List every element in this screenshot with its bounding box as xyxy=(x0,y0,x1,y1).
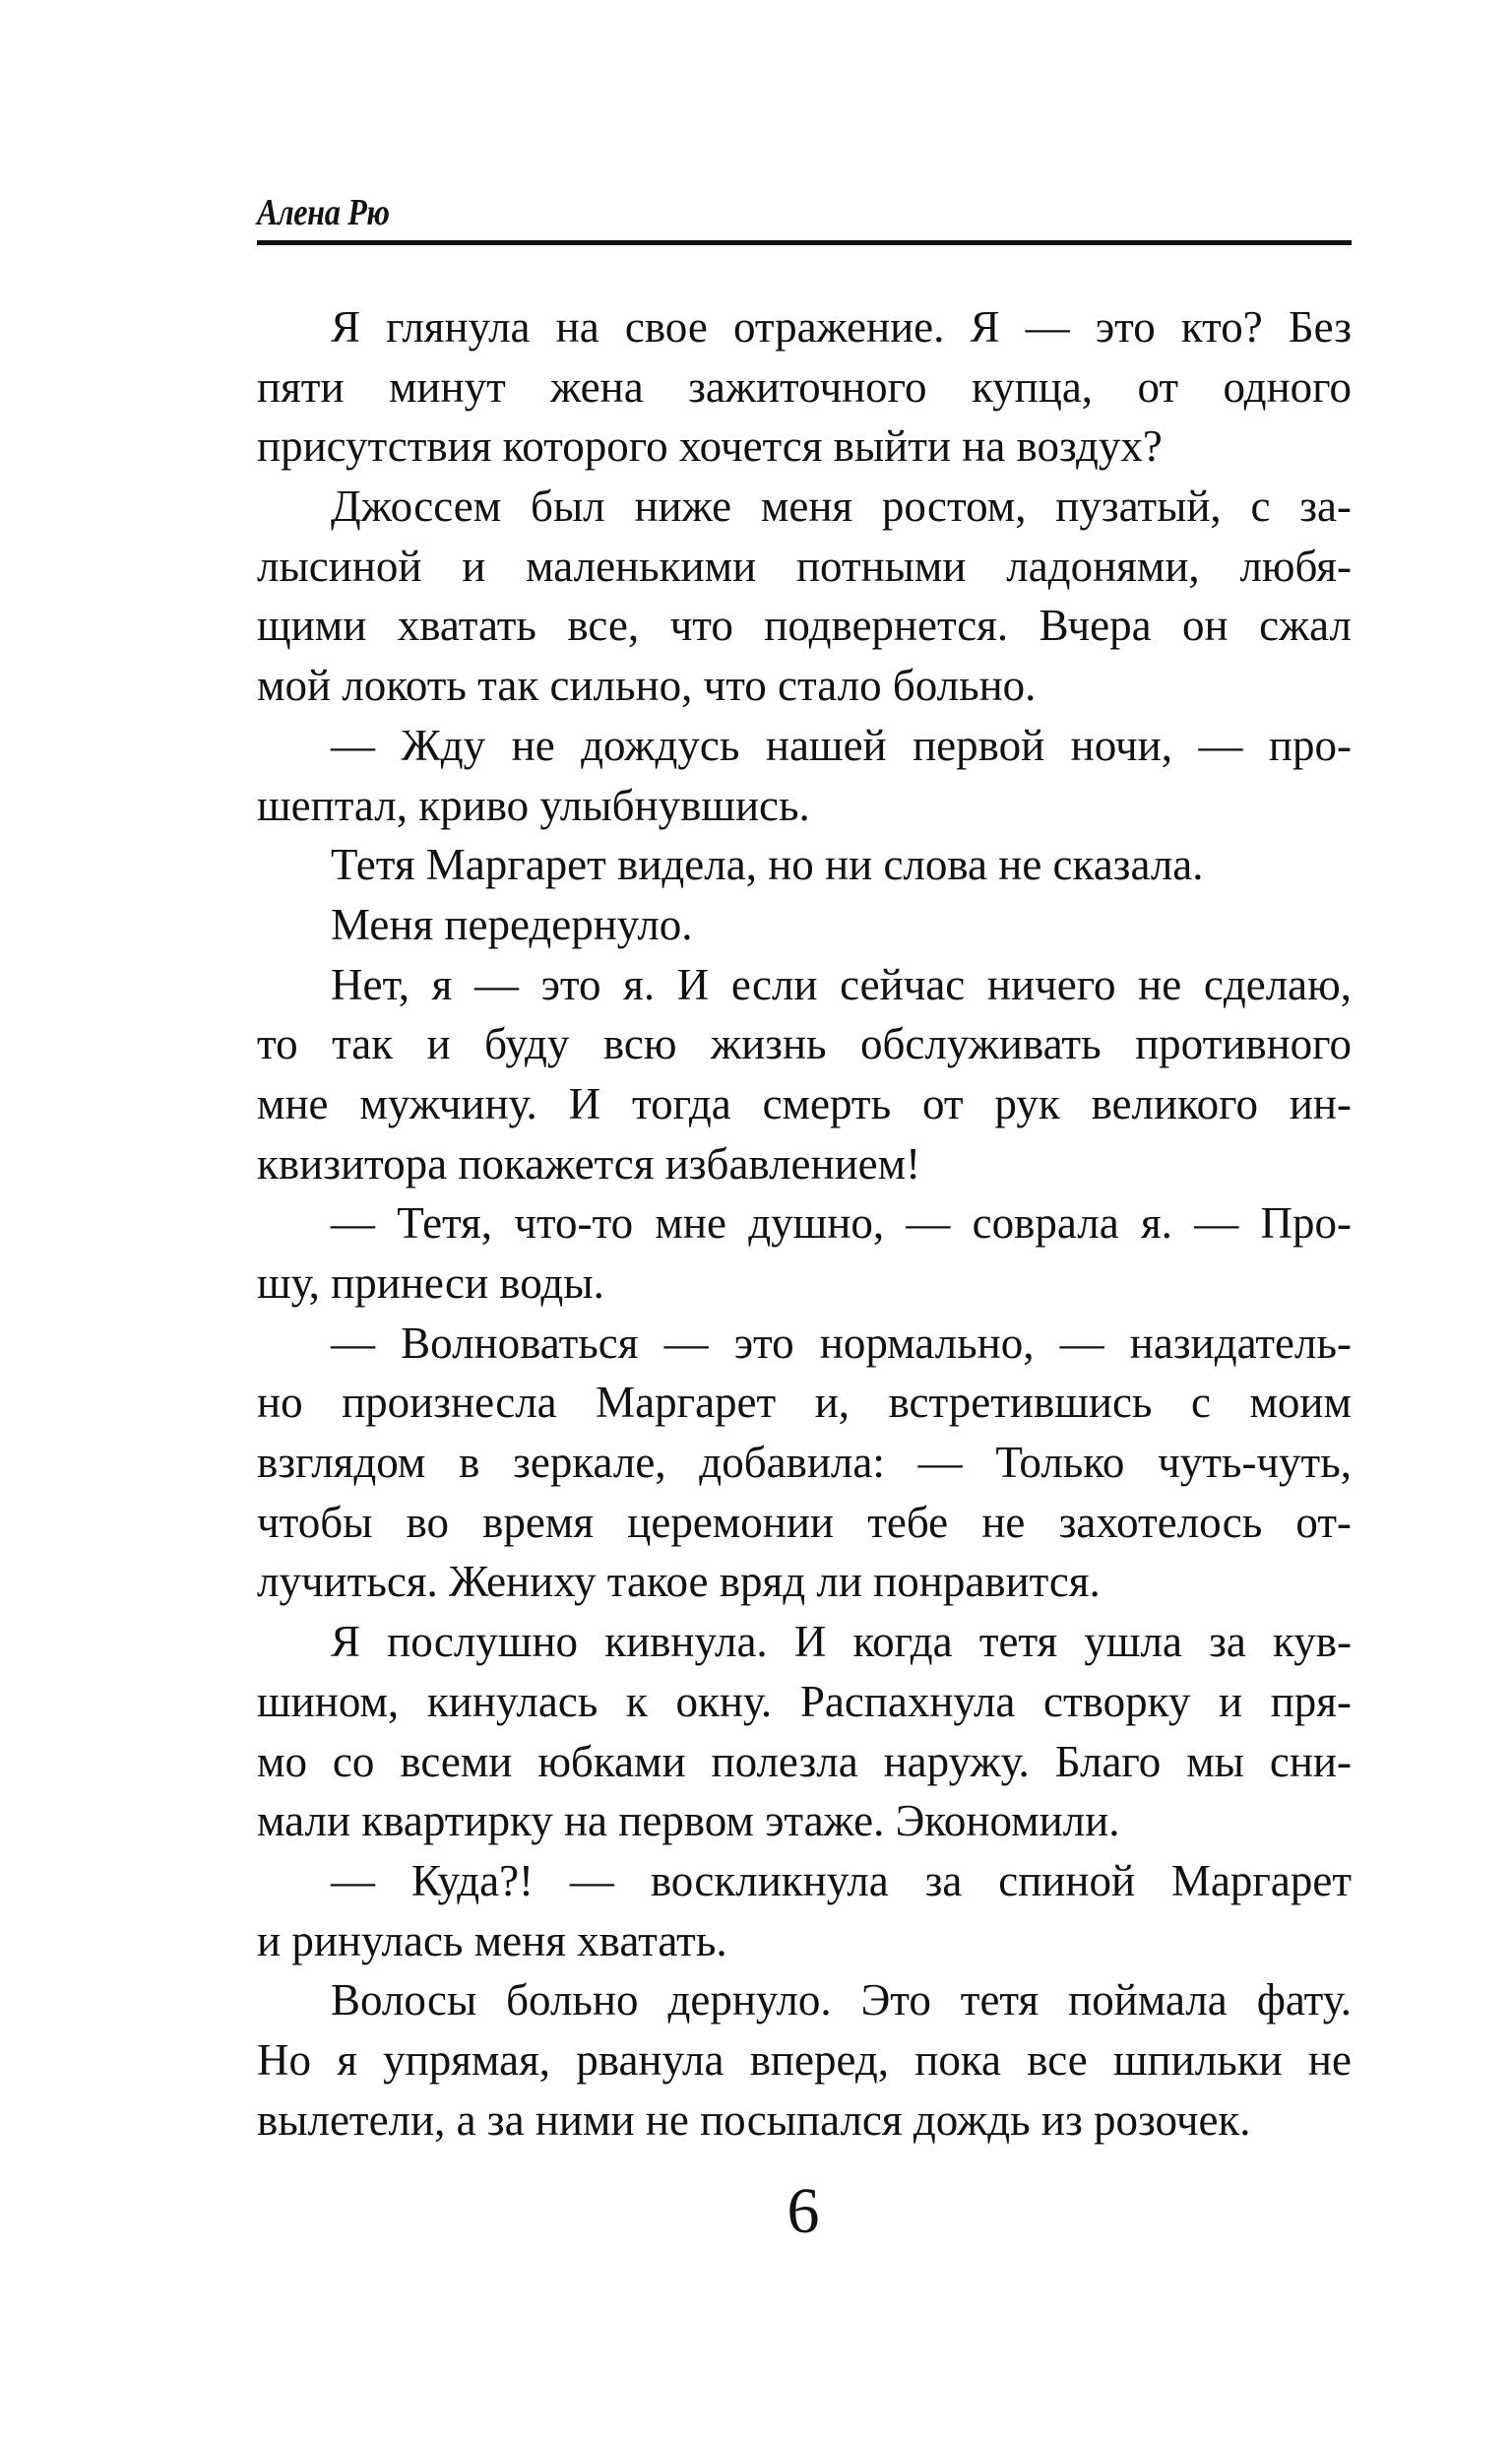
text-line: мой локоть так сильно, что стало больно. xyxy=(257,661,1037,711)
text-line: Меня передернуло. xyxy=(331,899,693,949)
text-line: то так и буду всю жизнь обслуживать противного xyxy=(257,1019,1352,1069)
header-rule xyxy=(257,240,1352,245)
text-line: мали квартирку на первом этаже. Экономили. xyxy=(257,1796,1120,1846)
page-number: 6 xyxy=(787,2175,820,2247)
text-line: взглядом в зеркале, добавила: — Только чуть-чуть, xyxy=(257,1438,1352,1488)
text-line: щими хватать все, что подвернется. Вчера он сжал xyxy=(257,601,1352,651)
text-line: и ринулась меня хватать. xyxy=(257,1915,727,1965)
paragraph xyxy=(257,477,1352,716)
page-body-text xyxy=(257,297,1352,2150)
paragraph xyxy=(257,716,1352,835)
paragraph xyxy=(257,297,1352,477)
text-line: — Куда?! — воскликнула за спиной Маргарет xyxy=(331,1855,1352,1905)
paragraph xyxy=(257,1612,1352,1851)
text-line: Волосы больно дернуло. Это тетя поймала фату. xyxy=(331,1975,1352,2025)
text-line: Нет, я — это я. И если сейчас ничего не сделаю, xyxy=(331,959,1352,1009)
text-line: Джоссем был ниже меня ростом, пузатый, с за- xyxy=(331,482,1352,532)
text-line: пяти минут жена зажиточного купца, от одного xyxy=(257,361,1352,412)
text-line: Я глянула на свое отражение. Я — это кто? Без xyxy=(331,302,1352,352)
text-line: мо со всеми юбками полезла наружу. Благо мы сни- xyxy=(257,1736,1352,1786)
text-line: — Волноваться — это нормально, — назидатель- xyxy=(331,1318,1352,1368)
paragraph xyxy=(257,1193,1352,1313)
text-line: но произнесла Маргарет и, встретившись с моим xyxy=(257,1378,1352,1428)
text-line: — Тетя, что-то мне душно, — соврала я. — Про- xyxy=(331,1198,1352,1249)
text-line: шептал, криво улыбнувшись. xyxy=(257,780,810,830)
paragraph xyxy=(257,955,1352,1194)
text-line: квизитора покажется избавлением! xyxy=(257,1138,921,1189)
text-line: лучиться. Жениху такое вряд ли понравится. xyxy=(257,1557,1101,1607)
text-line: шу, принеси воды. xyxy=(257,1258,604,1308)
running-header-author: Алена Рю xyxy=(257,192,390,233)
paragraph xyxy=(257,895,1352,955)
text-line: — Жду не дождусь нашей первой ночи, — про- xyxy=(331,720,1352,770)
paragraph xyxy=(257,835,1352,895)
text-line: вылетели, а за ними не посыпался дождь из розочек. xyxy=(257,2094,1251,2145)
text-line: чтобы во время церемонии тебе не захотелось от- xyxy=(257,1497,1352,1547)
paragraph xyxy=(257,1314,1352,1612)
text-line: мне мужчину. И тогда смерть от рук великого ин- xyxy=(257,1078,1352,1128)
paragraph xyxy=(257,1851,1352,1970)
text-line: Но я упрямая, рванула вперед, пока все шпильки не xyxy=(257,2034,1352,2085)
paragraph xyxy=(257,1970,1352,2150)
text-line: Тетя Маргарет видела, но ни слова не сказала. xyxy=(331,840,1204,890)
text-line: лысиной и маленькими потными ладонями, любя- xyxy=(257,541,1352,591)
text-line: присутствия которого хочется выйти на воздух? xyxy=(257,421,1163,472)
text-line: шином, кинулась к окну. Распахнула створку и пря- xyxy=(257,1676,1352,1726)
text-line: Я послушно кивнула. И когда тетя ушла за кув- xyxy=(331,1617,1352,1667)
